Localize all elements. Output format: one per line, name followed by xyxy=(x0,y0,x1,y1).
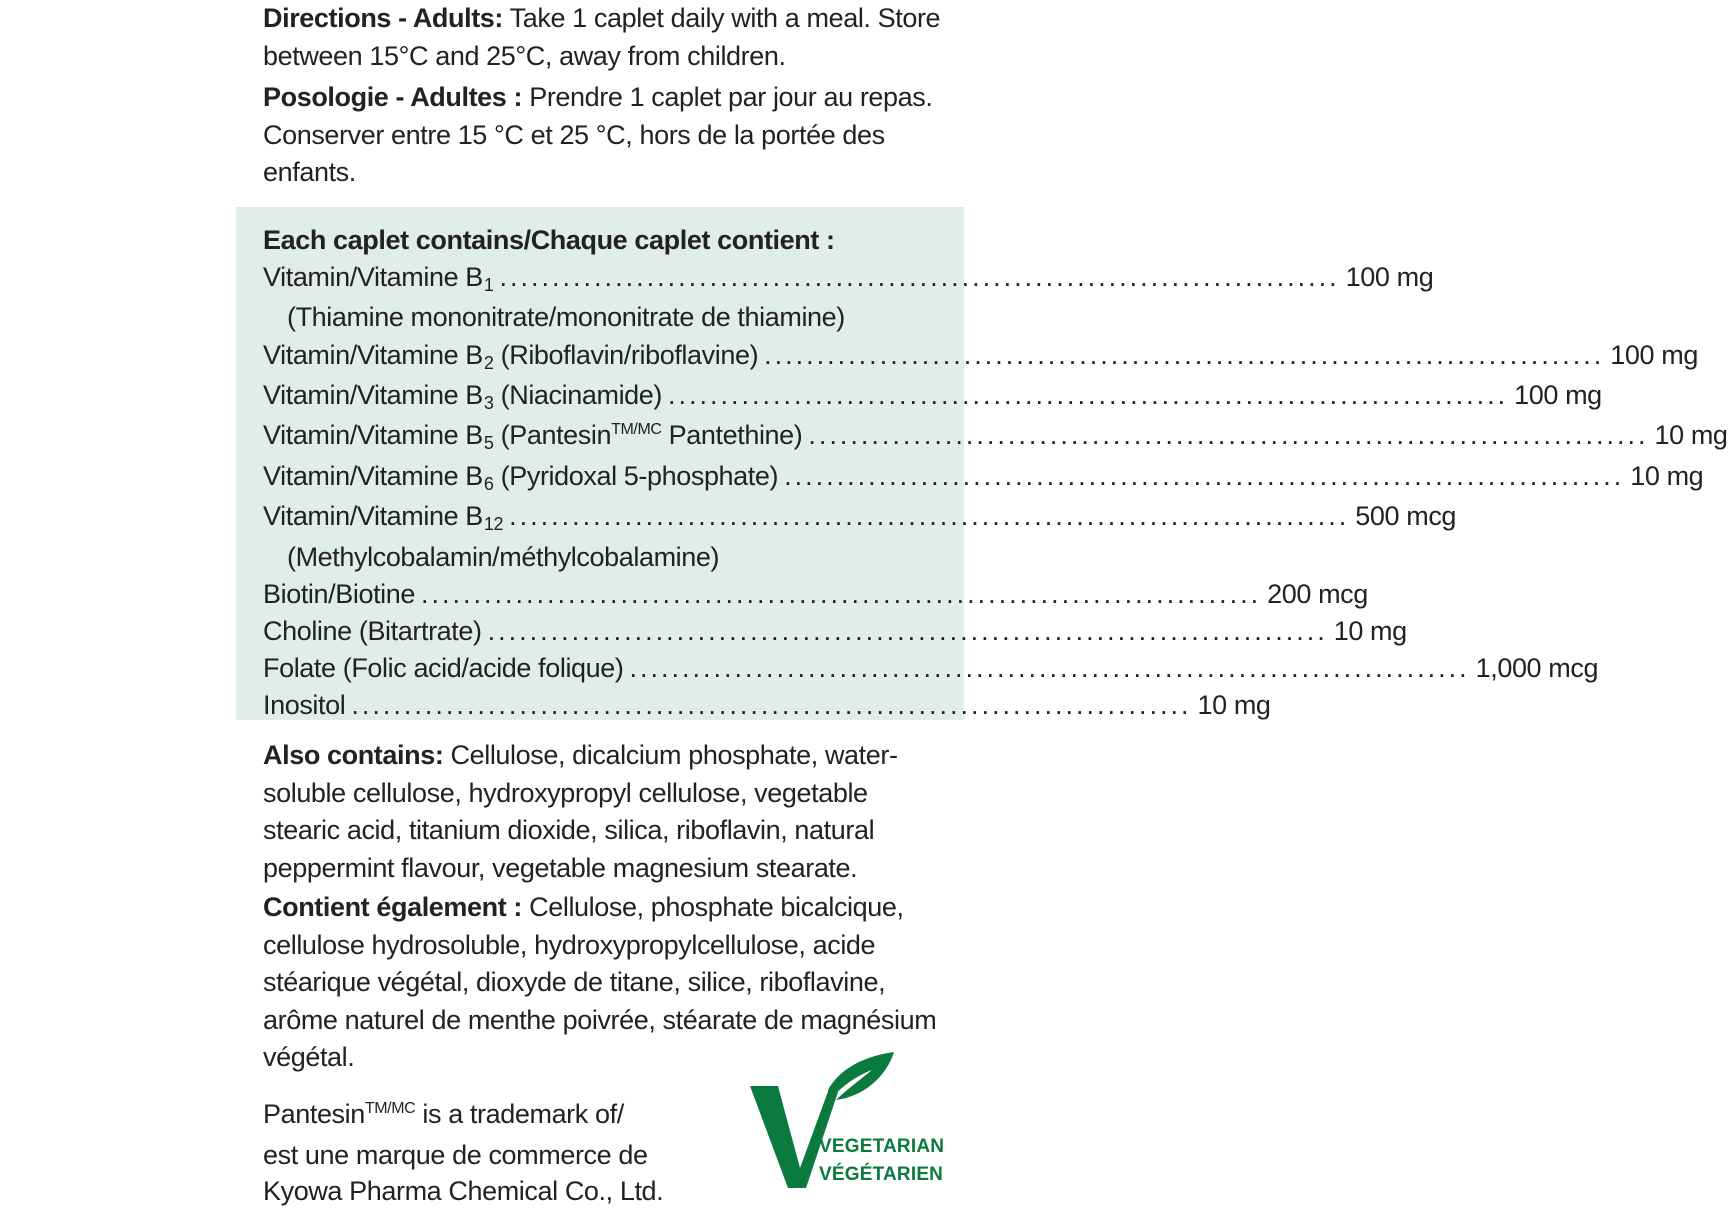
dot-leader: ................................................................................ xyxy=(668,379,1509,410)
vegetarian-label-en: VEGETARIAN xyxy=(819,1136,945,1157)
dot-leader: ................................................................................ xyxy=(629,653,1470,684)
ingredient-source: (Niacinamide) xyxy=(493,379,662,410)
ingredients-heading: Each caplet contains/Chaque caplet contient : xyxy=(263,225,835,255)
dot-leader: ................................................................................ xyxy=(487,616,1328,647)
ingredient-name xyxy=(263,458,778,498)
ingredient-note: (Thiamine mononitrate/mononitrate de thiamine) xyxy=(287,302,845,333)
trademark-notice xyxy=(263,1096,683,1209)
trademark-line-2: est une marque de commerce de xyxy=(263,1140,648,1170)
ingredient-note: (Methylcobalamin/méthylcobalamine) xyxy=(287,541,720,572)
ingredient-row xyxy=(263,458,1704,498)
dot-leader: ................................................................................ xyxy=(764,339,1605,370)
ingredient-row xyxy=(263,576,1368,613)
dot-leader: ................................................................................ xyxy=(784,461,1625,492)
ingredient-amount: 100 mg xyxy=(1345,262,1434,293)
dot-leader: ................................................................................ xyxy=(499,262,1340,293)
ingredient-name xyxy=(263,377,662,417)
ingredient-subscript: 12 xyxy=(483,514,504,535)
ingredient-name-text: Folate (Folic acid/acide folique) xyxy=(263,653,624,684)
also-contains-en-label: Also contains: xyxy=(263,740,444,770)
ingredient-name-text: Inositol xyxy=(263,690,346,721)
ingredient-row xyxy=(263,259,1434,299)
ingredient-row xyxy=(263,377,1602,417)
dot-leader: ................................................................................ xyxy=(808,420,1649,451)
ingredient-name-text: Biotin/Biotine xyxy=(263,578,415,609)
ingredient-name xyxy=(263,576,415,613)
ingredient-source: (Riboflavin/riboflavine) xyxy=(493,339,759,370)
ingredient-subscript: 3 xyxy=(483,392,494,413)
trademark-brand: Pantesin xyxy=(263,1099,365,1129)
ingredient-amount: 10 mg xyxy=(1333,616,1407,647)
ingredient-subscript: 2 xyxy=(483,352,494,373)
directions-en-text: Take 1 caplet daily with a meal. Store between 15°C and 25°C, away from children. xyxy=(263,3,941,71)
ingredient-name-text: Choline (Bitartrate) xyxy=(263,616,482,647)
ingredient-source: (Pantesin xyxy=(493,420,612,451)
ingredient-row xyxy=(263,417,1728,458)
dot-leader: ................................................................................ xyxy=(351,690,1192,721)
ingredient-amount: 100 mg xyxy=(1610,339,1698,370)
ingredient-name xyxy=(263,498,503,538)
ingredient-amount: 100 mg xyxy=(1514,379,1602,410)
ingredient-amount: 200 mcg xyxy=(1267,578,1368,609)
ingredient-row xyxy=(263,498,1457,538)
directions-fr xyxy=(263,79,943,192)
also-contains-fr-text: Cellulose, phosphate bicalcique, cellulose hydrosoluble, hydroxypropylcellulose, acide stéarique végétal, dioxyde de titane, silice, riboflavine, arôme naturel de menthe poivrée, stéarate de magnésium végétal. xyxy=(263,892,937,1072)
ingredients-list xyxy=(263,222,1728,725)
ingredient-source: (Pyridoxal 5-phosphate) xyxy=(493,461,779,492)
ingredient-name xyxy=(263,259,494,299)
ingredient-amount: 10 mg xyxy=(1630,461,1704,492)
trademark-sup: TM/MC xyxy=(364,1100,416,1117)
ingredient-amount: 1,000 mcg xyxy=(1475,653,1599,684)
also-contains-fr xyxy=(263,889,943,1077)
ingredient-name-text: Vitamin/Vitamine B xyxy=(263,262,483,293)
dot-leader: ................................................................................ xyxy=(509,501,1350,532)
directions-en xyxy=(263,0,943,75)
directions-fr-text: Prendre 1 caplet par jour au repas. Conserver entre 15 °C et 25 °C, hors de la portée des enfants. xyxy=(263,82,933,187)
ingredient-name xyxy=(263,417,802,458)
trademark-line-3: Kyowa Pharma Chemical Co., Ltd. xyxy=(263,1176,664,1206)
ingredient-name-text: Vitamin/Vitamine B xyxy=(263,339,483,370)
ingredient-rows xyxy=(263,259,1728,724)
ingredient-name-text: Vitamin/Vitamine B xyxy=(263,461,483,492)
ingredient-row xyxy=(263,613,1407,650)
also-contains-section xyxy=(263,737,943,1077)
ingredient-source-cont: Pantethine) xyxy=(661,420,803,451)
ingredient-name xyxy=(263,613,482,650)
dot-leader: ................................................................................ xyxy=(421,578,1262,609)
ingredient-name xyxy=(263,650,623,687)
ingredient-subscript: 1 xyxy=(483,275,494,296)
ingredient-name-text: Vitamin/Vitamine B xyxy=(263,379,483,410)
ingredient-name xyxy=(263,687,345,724)
ingredient-row xyxy=(263,337,1698,377)
ingredient-amount: 10 mg xyxy=(1654,420,1728,451)
also-contains-en xyxy=(263,737,943,887)
directions-fr-label: Posologie - Adultes : xyxy=(263,82,523,112)
ingredient-name-text: Vitamin/Vitamine B xyxy=(263,501,483,532)
ingredient-subscript: 5 xyxy=(483,433,494,454)
also-contains-en-text: Cellulose, dicalcium phosphate, water-soluble cellulose, hydroxypropyl cellulose, vegetable stearic acid, titanium dioxide, silica, riboflavin, natural peppermint flavour, vegetable magnesium stearate. xyxy=(263,740,898,883)
trademark-line-1 xyxy=(263,1096,683,1137)
ingredient-amount: 500 mcg xyxy=(1355,501,1457,532)
directions-section xyxy=(263,0,943,192)
vegetarian-label-fr: VÉGÉTARIEN xyxy=(819,1164,944,1185)
also-contains-fr-label: Contient également : xyxy=(263,892,523,922)
ingredient-name xyxy=(263,337,758,377)
ingredient-superscript: TM/MC xyxy=(611,421,662,439)
trademark-text: is a trademark of/ xyxy=(415,1099,624,1129)
ingredient-subscript: 6 xyxy=(483,474,494,495)
ingredient-row xyxy=(263,687,1271,724)
ingredient-name-text: Vitamin/Vitamine B xyxy=(263,420,483,451)
directions-en-label: Directions - Adults: xyxy=(263,3,504,33)
ingredient-row xyxy=(263,650,1599,687)
ingredient-amount: 10 mg xyxy=(1197,690,1271,721)
